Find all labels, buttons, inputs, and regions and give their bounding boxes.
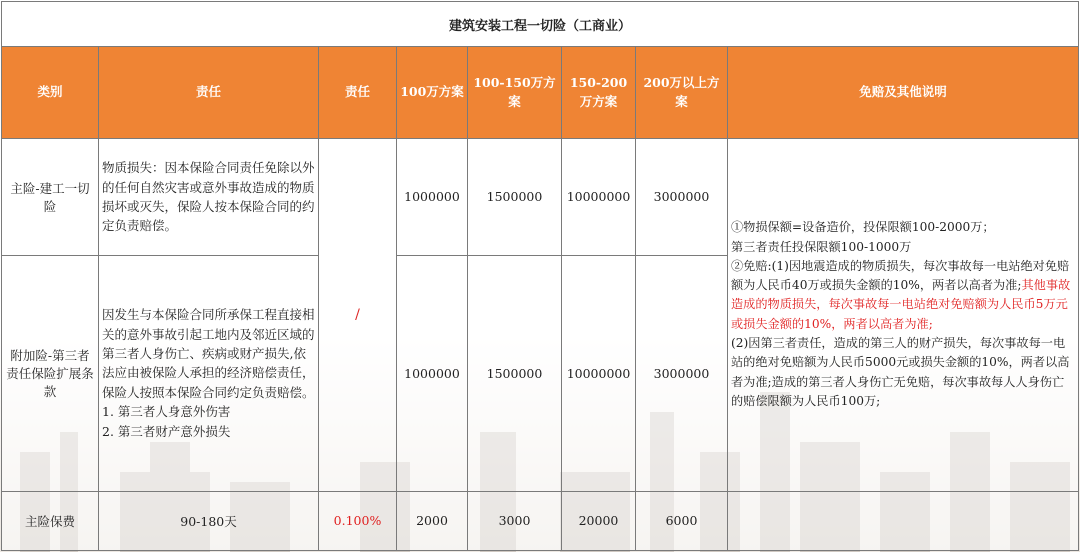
fee-period: 90-180天 (99, 491, 319, 550)
row-category: 主险-建工一切险 (2, 138, 99, 255)
row-value: 10000000 (562, 255, 636, 491)
notes-line-2: 第三者责任投保限额100-1000万 (731, 239, 912, 254)
row-value: 1500000 (468, 138, 562, 255)
fee-value: 6000 (636, 491, 728, 550)
row-value: 10000000 (562, 138, 636, 255)
row-category: 附加险-第三者责任保险扩展条款 (2, 255, 99, 491)
row-description: 物质损失：因本保险合同责任免除以外的任何自然灾害或意外事故造成的物质损坏或灭失，保险人按本保险合同的约定负责赔偿。 (99, 138, 319, 255)
header-plan-150-200: 150-200万方案 (562, 47, 636, 139)
row-description (99, 255, 319, 491)
header-notes: 免赔及其他说明 (728, 47, 1079, 139)
notes-deductible: ②免赔:(1)因地震造成的物质损失，每次事故每一电站绝对免赔额为人民币40万或损失金额的10%，两者以高者为准; (731, 258, 1070, 293)
fee-notes-empty (728, 491, 1079, 550)
row-description-item: 2. 第三者财产意外损失 (102, 423, 231, 439)
notes-deductible-red: 其他事故造成的物质损失，每次事故每一电站绝对免赔额为人民币5万元或损失金额的10%，两者以高者为准; (731, 278, 1071, 331)
insurance-table (1, 1, 1079, 551)
header-category: 类别 (2, 47, 99, 139)
liability-slash: / (319, 138, 397, 491)
row-description-text: 因发生与本保险合同所承保工程直接相关的意外事故引起工地内及邻近区域的第三者人身伤亡、疾病或财产损失,依法应由被保险人承担的经济赔偿责任，保险人按照本保险合同约定负责赔偿。 (102, 307, 315, 400)
notes-line-3 (731, 257, 1075, 334)
row-value: 1000000 (397, 138, 468, 255)
fee-value: 20000 (562, 491, 636, 550)
notes-cell (728, 138, 1079, 491)
table-title: 建筑安装工程一切险（工商业） (2, 2, 1079, 47)
header-plan-100-150: 100-150万方案 (468, 47, 562, 139)
header-row (2, 47, 1079, 139)
header-liability-2: 责任 (319, 47, 397, 139)
row-value: 1000000 (397, 255, 468, 491)
row-description-item: 1. 第三者人身意外伤害 (102, 404, 231, 420)
header-plan-200-plus: 200万以上方案 (636, 47, 728, 139)
fee-value: 3000 (468, 491, 562, 550)
fee-label: 主险保费 (2, 491, 99, 550)
row-value: 1500000 (468, 255, 562, 491)
fee-value: 2000 (397, 491, 468, 550)
notes-line-4: (2)因第三者责任，造成的第三人的财产损失，每次事故每一电站的绝对免赔额为人民币5000元或损失金额的10%，两者以高者为准;造成的第三者人身伤亡无免赔，每次事故每人人身伤亡的赔偿限额为人民币100万; (731, 336, 1070, 408)
fee-rate: 0.100% (319, 491, 397, 550)
header-liability: 责任 (99, 47, 319, 139)
row-value: 3000000 (636, 255, 728, 491)
table-row (2, 138, 1079, 255)
notes-line-1: ①物损保额=设备造价，投保限额100-2000万； (731, 220, 995, 235)
fee-row (2, 491, 1079, 550)
header-plan-100: 100万方案 (397, 47, 468, 139)
row-value: 3000000 (636, 138, 728, 255)
